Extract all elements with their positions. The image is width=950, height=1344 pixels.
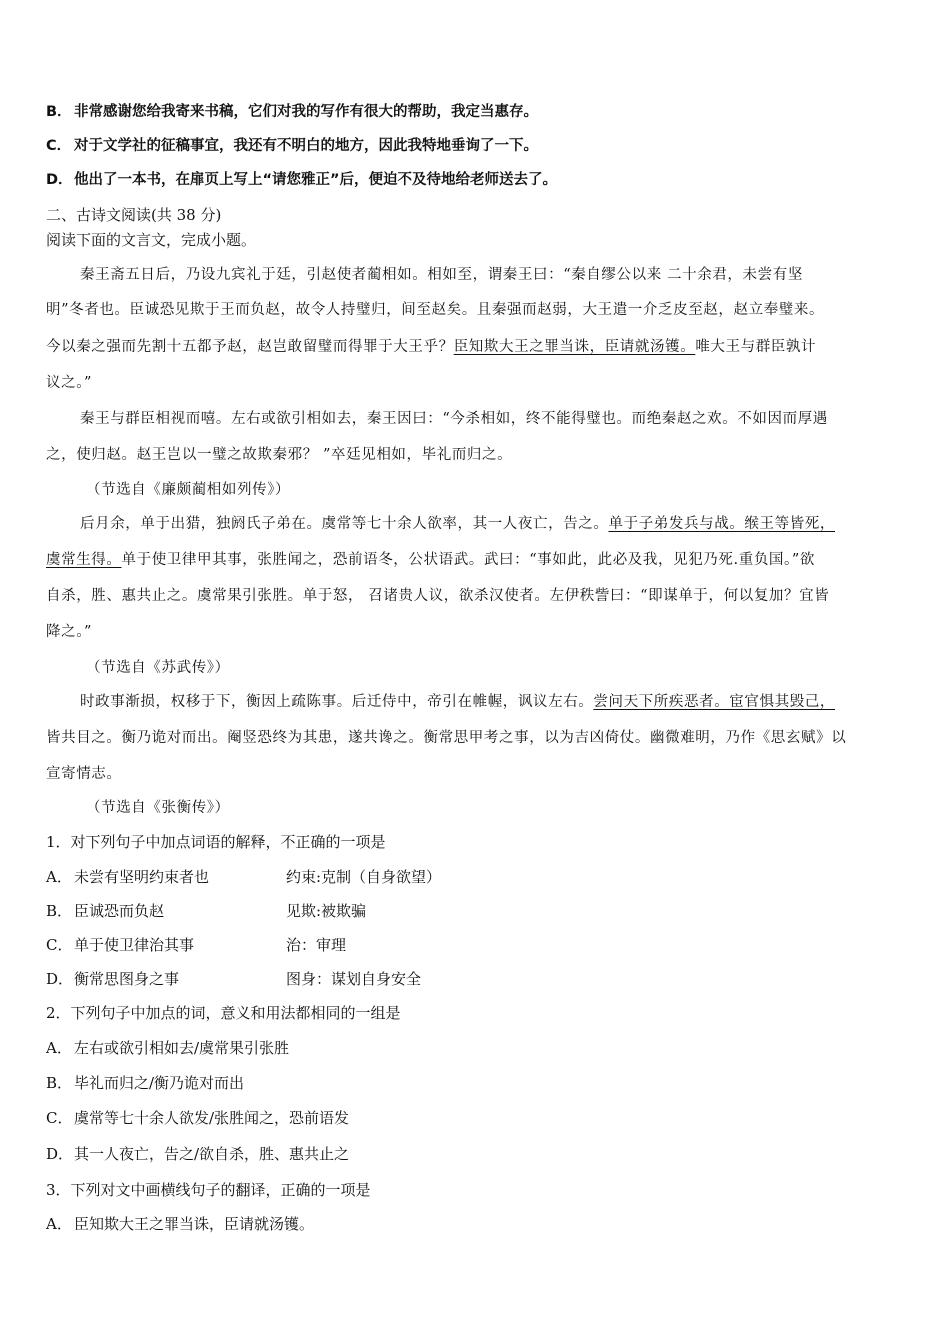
passage1-line4: 议之。”: [46, 375, 93, 391]
section-instruction: 阅读下面的文言文，完成小题。: [46, 231, 257, 249]
passage1-line2: 明”冬者也。臣诚恐见欺于王而负赵，故令人持璧归，间至赵矣。且秦强而赵弱，大王遣一介乏皮至赵，赵立奉璧来。: [46, 302, 825, 318]
passage3-source: （节选自《张衡传》）: [86, 800, 230, 816]
question-2-option-b: [46, 1073, 908, 1093]
question-1-option-a: [46, 867, 908, 887]
passage2-text: 单于使卫律甲其事，张胜闻之，恐前语冬，公状语武。武曰：“事如此，此必及我，见犯乃死.重负国。”欲: [121, 552, 815, 568]
passage1-text: 今以秦之强而先割十五都予赵，赵岂敢留璧而得罪于大王乎？: [46, 339, 454, 355]
passage2-line4: 降之。”: [46, 624, 93, 640]
passage3-line2: 皆共目之。衡乃诡对而出。阉竖恐终为其患，遂共谗之。衡常思甲考之事，以为吉凶倚仗。幽微难明，乃作《思玄赋》以: [46, 730, 847, 746]
question-2-option-d: [46, 1144, 908, 1164]
underlined-sentence: 虞常生得。: [46, 552, 122, 568]
option-text: 他出了一本书，在扉页上写上“请您雅正”后，便迫不及待地给老师送去了。: [74, 172, 558, 188]
option-text: 左右或欲引相如去/虞常果引张胜: [74, 1039, 290, 1057]
option-sentence: 未尝有坚明约束者也: [74, 868, 210, 886]
option-sentence: 衡常思图身之事: [74, 970, 180, 988]
question-2-option-c: [46, 1108, 908, 1128]
passage3-line3: 宣寄情志。: [46, 766, 122, 782]
passage2-line2: [46, 550, 908, 570]
question-1-option-c: [46, 935, 908, 955]
passage2-text: 后月余，单于出猎，独阏氏子弟在。虞常等七十余人欲率，其一人夜亡，告之。: [80, 516, 609, 532]
question-2-option-a: [46, 1038, 908, 1058]
option-label: D．: [46, 1145, 74, 1163]
option-label: C．: [46, 138, 72, 154]
passage2-line1: [46, 514, 942, 534]
top-option-d: [46, 170, 908, 190]
option-label: C．: [46, 1109, 73, 1127]
passage1-source: （节选自《廉颇蔺相如列传》）: [86, 482, 291, 498]
passage3-text: 时政事渐损，权移于下，衡因上疏陈事。后迁侍中，帝引在帷幄，讽议左右。: [80, 694, 594, 710]
option-label: D．: [46, 172, 73, 188]
underlined-sentence: 臣知欺大王之罪当诛，臣请就汤镬。: [453, 339, 696, 355]
passage2-source: （节选自《苏武传》）: [86, 660, 230, 676]
question-3-option-a: [46, 1214, 908, 1234]
option-text: 对于文学社的征稿事宜，我还有不明白的地方，因此我特地垂询了一下。: [74, 138, 538, 154]
question-1-stem: 1．对下列句子中加点词语的解释，不正确的一项是: [46, 833, 386, 851]
option-sentence: 臣诚恐而负赵: [74, 902, 165, 920]
question-1-option-d: [46, 969, 908, 989]
option-label: C．: [46, 936, 73, 954]
option-label: D．: [46, 970, 74, 988]
passage1-line1: 秦王斋五日后，乃设九宾礼于廷，引赵使者蔺相如。相如至，谓秦王曰：“秦自缪公以来 二十余君，未尝有坚: [80, 267, 803, 283]
underlined-sentence: 单于子弟发兵与战。缑王等皆死，: [608, 516, 835, 532]
option-text: 毕礼而归之/衡乃诡对而出: [74, 1074, 245, 1092]
question-1-option-b: [46, 901, 908, 921]
passage1-line6: 之，使归赵。赵王岂以一璧之故欺秦邪？ ”卒廷见相如，毕礼而归之。: [46, 447, 513, 463]
passage1-text: 唯大王与群臣孰计: [695, 339, 817, 355]
option-label: B．: [46, 104, 72, 120]
question-3-stem: 3．下列对文中画横线句子的翻译，正确的一项是: [46, 1181, 371, 1199]
option-label: A．: [46, 868, 72, 886]
section-heading: 二、古诗文阅读(共 38 分): [46, 206, 222, 224]
option-text: 其一人夜亡，告之/欲自杀，胜、惠共止之: [74, 1145, 350, 1163]
option-explain: 见欺:被欺骗: [286, 902, 367, 920]
passage3-line1: [46, 692, 942, 712]
option-explain: 治：审理: [286, 936, 347, 954]
passage1-line5: 秦王与群臣相视而嘻。左右或欲引相如去，秦王因曰：“今杀相如，终不能得璧也。而绝秦赵之欢。不如因而厚遇: [80, 411, 828, 427]
option-text: 臣知欺大王之罪当诛，臣请就汤镬。: [74, 1215, 315, 1233]
option-label: B．: [46, 1074, 73, 1092]
option-text: 虞常等七十余人欲发/张胜闻之，恐前语发: [74, 1109, 350, 1127]
option-explain: 图身：谋划自身安全: [286, 970, 422, 988]
option-text: 非常感谢您给我寄来书稿，它们对我的写作有很大的帮助，我定当惠存。: [74, 104, 538, 120]
underlined-sentence: 尝问天下所疾恶者。宦官惧其毁己，: [593, 694, 836, 710]
passage1-line3: [46, 337, 908, 357]
option-label: A．: [46, 1039, 72, 1057]
option-sentence: 单于使卫律治其事: [74, 936, 195, 954]
passage2-line3: 自杀，胜、惠共止之。虞常果引张胜。单于怒， 召诸贵人议，欲杀汉使者。左伊秩訾曰：“即谋单于，何以复加？宜皆: [46, 588, 830, 604]
option-label: B．: [46, 902, 73, 920]
top-option-c: [46, 136, 908, 156]
question-2-stem: 2．下列句子中加点的词，意义和用法都相同的一组是: [46, 1004, 401, 1022]
option-explain: 约束:克制（自身欲望）: [286, 868, 442, 886]
top-option-b: [46, 102, 908, 122]
option-label: A．: [46, 1215, 72, 1233]
